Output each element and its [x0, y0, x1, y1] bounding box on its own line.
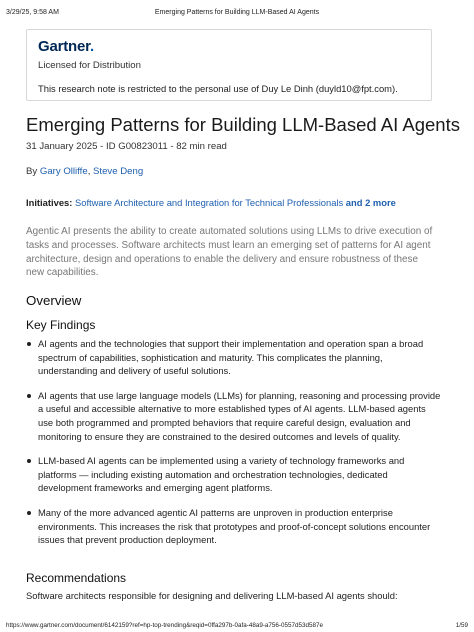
- initiatives: [26, 197, 396, 208]
- more-initiatives-link[interactable]: and 2 more: [343, 197, 396, 208]
- logo-dot: .: [89, 38, 94, 55]
- key-findings-list: [26, 337, 442, 547]
- print-page-title: Emerging Patterns for Building LLM-Based AI Agents: [154, 9, 320, 16]
- recommendations-heading: Recommendations: [26, 571, 127, 585]
- author-link[interactable]: Steve Deng: [93, 166, 144, 177]
- logo-text: Gartner: [38, 38, 90, 55]
- bullet-icon: [27, 394, 31, 398]
- license-label: Licensed for Distribution: [38, 60, 141, 71]
- page-number: 1/59: [455, 622, 468, 629]
- finding-text: Many of the more advanced agentic AI patterns are unproven in production enterprise environments. This increases the risk that prototypes and proof-of-concept solutions encounter issues that prevent production deployment.: [38, 506, 431, 546]
- document-summary: Agentic AI presents the ability to create automated solutions using LLMs to drive execution of tasks and processes. Software architects must learn an emerging set of patterns for AI agent architecture, design and operations to enable the delivery and ensure robustness of these new capabilities.: [26, 226, 433, 279]
- finding-text: LLM-based AI agents can be implemented using a variety of technology frameworks and platforms — including existing automation and orchestration technologies, dedicated development frameworks and emerging agent platforms.: [38, 455, 405, 494]
- author-link[interactable]: Gary Olliffe: [39, 166, 88, 177]
- initiatives-label: Initiatives:: [26, 197, 75, 208]
- list-item: [26, 389, 442, 443]
- restriction-note: This research note is restricted to the personal use of Duy Le Dinh (duyld10@fpt.com).: [38, 83, 398, 94]
- bullet-icon: [27, 459, 31, 463]
- document-meta: 31 January 2025 - ID G00823011 - 82 min read: [26, 141, 227, 152]
- list-item: [26, 454, 442, 495]
- key-findings-heading: Key Findings: [26, 318, 96, 332]
- overview-heading: Overview: [26, 293, 82, 308]
- license-box: [26, 29, 432, 101]
- gartner-logo[interactable]: [38, 38, 94, 55]
- list-item: [26, 337, 442, 378]
- author-separator: ,: [87, 166, 94, 177]
- bullet-icon: [27, 342, 31, 346]
- initiative-link[interactable]: Software Architecture and Integration for Technical Professionals: [74, 197, 344, 208]
- byline: [26, 166, 143, 177]
- recommendations-intro: Software architects responsible for designing and delivering LLM-based AI agents should:: [26, 590, 398, 601]
- bullet-icon: [27, 511, 31, 515]
- by-label: By: [26, 166, 40, 177]
- document-title: Emerging Patterns for Building LLM-Based AI Agents: [26, 114, 460, 135]
- finding-text: AI agents that use large language models (LLMs) for planning, reasoning and processing provide a useful and accessible alternative to more established types of AI agents. LLM-based agents use both programmed and prompted behaviors that require careful design, evaluation and monitoring to ensure they are constrained to the desired outcomes and levels of quality.: [38, 389, 441, 442]
- finding-text: AI agents and the technologies that support their implementation and operation span a broad spectrum of capabilities, sophistication and maturity. This complicates the planning, understanding and delivery of useful solutions.: [38, 338, 424, 377]
- print-url: https://www.gartner.com/document/6142159?ref=hp-top-trending&reqid=0ffa297b-0afa-48a9-a756-0557d53d587e: [6, 622, 324, 629]
- list-item: [26, 506, 442, 547]
- print-datetime: 3/29/25, 9:58 AM: [6, 9, 59, 16]
